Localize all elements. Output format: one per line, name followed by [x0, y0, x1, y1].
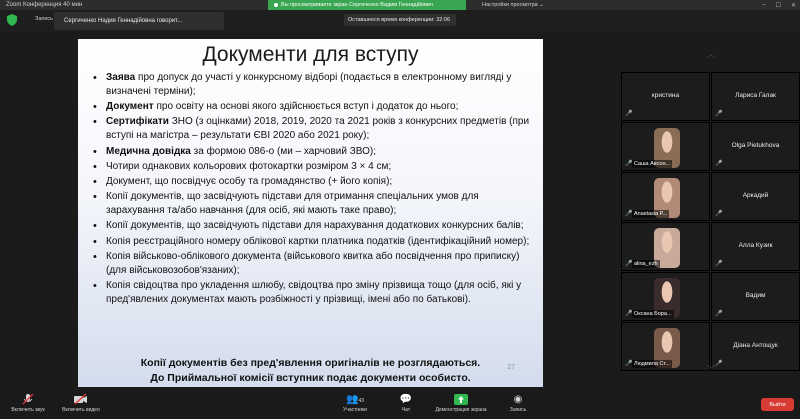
share-screen-icon: [428, 394, 494, 405]
slide-bullet: [90, 160, 536, 174]
bullet-bold-term: Документ: [106, 101, 154, 113]
slide-title: Документи для вступу: [202, 43, 419, 66]
chevron-up-icon[interactable]: ︿: [707, 50, 715, 59]
active-speaker-label: Сергиченко Надия Геннадійовна говорит...: [54, 12, 224, 30]
participant-tile[interactable]: [711, 72, 800, 121]
participant-tile[interactable]: [711, 172, 800, 221]
participant-name: кристина: [651, 92, 680, 99]
participant-tile[interactable]: [621, 222, 710, 271]
slide-page-number: 27: [507, 364, 515, 371]
chevron-down-icon[interactable]: ﹀: [707, 365, 715, 374]
microphone-muted-icon: 🎤: [715, 211, 723, 217]
participant-tile[interactable]: [711, 222, 800, 271]
chat-button[interactable]: [394, 394, 418, 413]
participant-name: Діана Антощук: [733, 342, 778, 349]
sharing-dot-icon: [274, 3, 278, 7]
participants-icon: 👥43: [345, 394, 364, 405]
record-button[interactable]: [503, 394, 533, 413]
participant-tile[interactable]: [621, 122, 710, 171]
slide-bullet: [90, 219, 536, 233]
participant-name: Алла Кузик: [738, 242, 773, 249]
slide-bullet: [90, 100, 536, 114]
close-icon[interactable]: ✕: [790, 2, 796, 9]
slide-bullet: [90, 145, 536, 159]
unmute-button[interactable]: [4, 394, 52, 413]
microphone-muted-icon: 🎤: [715, 311, 723, 317]
participants-label: Участники: [343, 407, 367, 413]
slide-bullet: [90, 250, 536, 278]
start-video-button[interactable]: [56, 394, 106, 413]
chat-icon: 💬: [399, 394, 413, 405]
bullet-text: Копії документів, що засвідчують підстави для нарахування додаткових конкурсних балів;: [106, 220, 524, 232]
meeting-timer: Оставшееся время конференции: 32:06: [344, 14, 456, 26]
participant-name: Людмила Ст...: [634, 361, 670, 367]
bullet-bold-term: Заява: [106, 72, 136, 83]
microphone-muted-icon: 🎤: [715, 361, 723, 367]
bullet-text: Документ, що посвідчує особу та громадянство (+ його копія);: [106, 175, 393, 187]
minimize-icon[interactable]: –: [762, 2, 766, 8]
bullet-text: про освіту на основі якого здійснюється вступ і додаток до нього;: [153, 101, 459, 113]
view-options-button[interactable]: [482, 0, 542, 10]
participant-name: Лариса Галак: [735, 92, 776, 99]
view-options-label: Настройки просмотра: [482, 2, 538, 8]
bullet-bold-term: Сертифікати: [106, 116, 169, 128]
participant-tile[interactable]: [621, 322, 710, 371]
microphone-muted-icon: [4, 394, 52, 405]
microphone-muted-icon: 🎤: [625, 261, 633, 267]
participant-name: Оксана Бора...: [634, 311, 672, 317]
participant-name: alina_ezh: [634, 261, 658, 267]
bullet-bold-term: Медична довідка: [106, 145, 191, 157]
slide-bullet: [90, 175, 536, 189]
participant-name: Саша Авсон...: [634, 161, 671, 167]
bullet-text: ЗНО (з оцінками) 2018, 2019, 2020 та 2021 років з конкурсних предметів (при вступі на магістра – результати ЄВІ 2020 або 2021 року);: [106, 116, 530, 142]
leave-meeting-button[interactable]: Выйти: [761, 398, 794, 411]
participant-tile[interactable]: [711, 122, 800, 171]
share-screen-label: Демонстрация экрана: [435, 407, 487, 413]
slide-bullet: [90, 115, 536, 143]
bullet-text: Копія свідоцтва про укладення шлюбу, свідоцтва про зміну прізвища тощо (для осіб, які у пред'явлених документах мають розбіжності у прізвищі, імені або по батькові).: [106, 279, 522, 305]
slide-bullet: [90, 279, 536, 307]
maximize-icon[interactable]: ☐: [775, 2, 781, 9]
bullet-text: про допуск до участі у конкурсному відборі (подається в електронному вигляді у визначені терміни);: [106, 72, 512, 97]
slide-closing-line-2: До Приймальної комісії вступник подає документи особисто.: [150, 372, 471, 384]
microphone-muted-icon: 🎤: [625, 111, 633, 117]
slide-bullet: [90, 190, 536, 218]
microphone-muted-icon: 🎤: [715, 261, 723, 267]
participant-name: Anastasia P...: [634, 211, 668, 217]
bullet-text: Чотири однакових кольорових фотокартки розміром 3 × 4 см;: [106, 160, 392, 172]
app-title: Zoom Конференция 40 мин: [6, 2, 83, 8]
participant-name: Вадим: [745, 292, 766, 299]
banner-text: Вы просматриваете экран Сергиченко Вадим Геннадійович: [281, 2, 433, 8]
microphone-muted-icon: 🎤: [625, 361, 633, 367]
bullet-text: Копія військово-облікового документа (військового квитка або посвідчення про приписку) (для військовозобов'язаних);: [106, 250, 520, 276]
participant-tile[interactable]: [621, 272, 710, 321]
window-controls: [762, 0, 796, 10]
slide-bullet: [90, 71, 536, 99]
microphone-muted-icon: 🎤: [625, 311, 633, 317]
slide-closing-line-1: Копії документів без пред'явлення оригіналів не розглядаються.: [140, 357, 481, 369]
bullet-text: за формою 086-о (ми – харчовий ЗВО);: [190, 145, 376, 157]
chevron-down-icon: ⌄: [537, 2, 544, 8]
start-video-label: Включить видео: [62, 407, 100, 413]
microphone-muted-icon: 🎤: [715, 111, 723, 117]
participants-button[interactable]: [334, 394, 376, 413]
participant-tile[interactable]: [711, 322, 800, 371]
microphone-muted-icon: 🎤: [715, 161, 723, 167]
record-icon: ◉: [513, 394, 523, 405]
chat-label: Чат: [401, 407, 411, 413]
participant-name: Аркадий: [742, 192, 769, 199]
participant-name: Olga Pietukhova: [731, 142, 780, 149]
bullet-text: Копії документів, що засвідчують підстави для отримання спеціальних умов для зарахування та/або навчання (для осіб, які мають таке право);: [106, 191, 479, 217]
participant-tile[interactable]: [621, 172, 710, 221]
microphone-muted-icon: 🎤: [625, 161, 633, 167]
record-indicator-label: Запись: [35, 16, 54, 22]
microphone-muted-icon: 🎤: [625, 211, 633, 217]
participant-tile[interactable]: [621, 72, 710, 121]
share-screen-button[interactable]: [428, 394, 494, 413]
participants-count: 43: [358, 398, 364, 404]
shared-slide: [78, 39, 543, 387]
screen-share-banner[interactable]: [268, 0, 466, 10]
bullet-text: Копія реєстраційного номеру облікової картки платника податків (ідентифікаційний номер);: [106, 235, 530, 247]
slide-bullet-list: [90, 71, 536, 308]
slide-bullet: [90, 235, 536, 249]
shield-icon[interactable]: [7, 14, 17, 26]
unmute-label: Включить звук: [11, 407, 45, 413]
participant-tile[interactable]: [711, 272, 800, 321]
record-label: Запись: [509, 407, 527, 413]
video-off-icon: [56, 394, 106, 405]
